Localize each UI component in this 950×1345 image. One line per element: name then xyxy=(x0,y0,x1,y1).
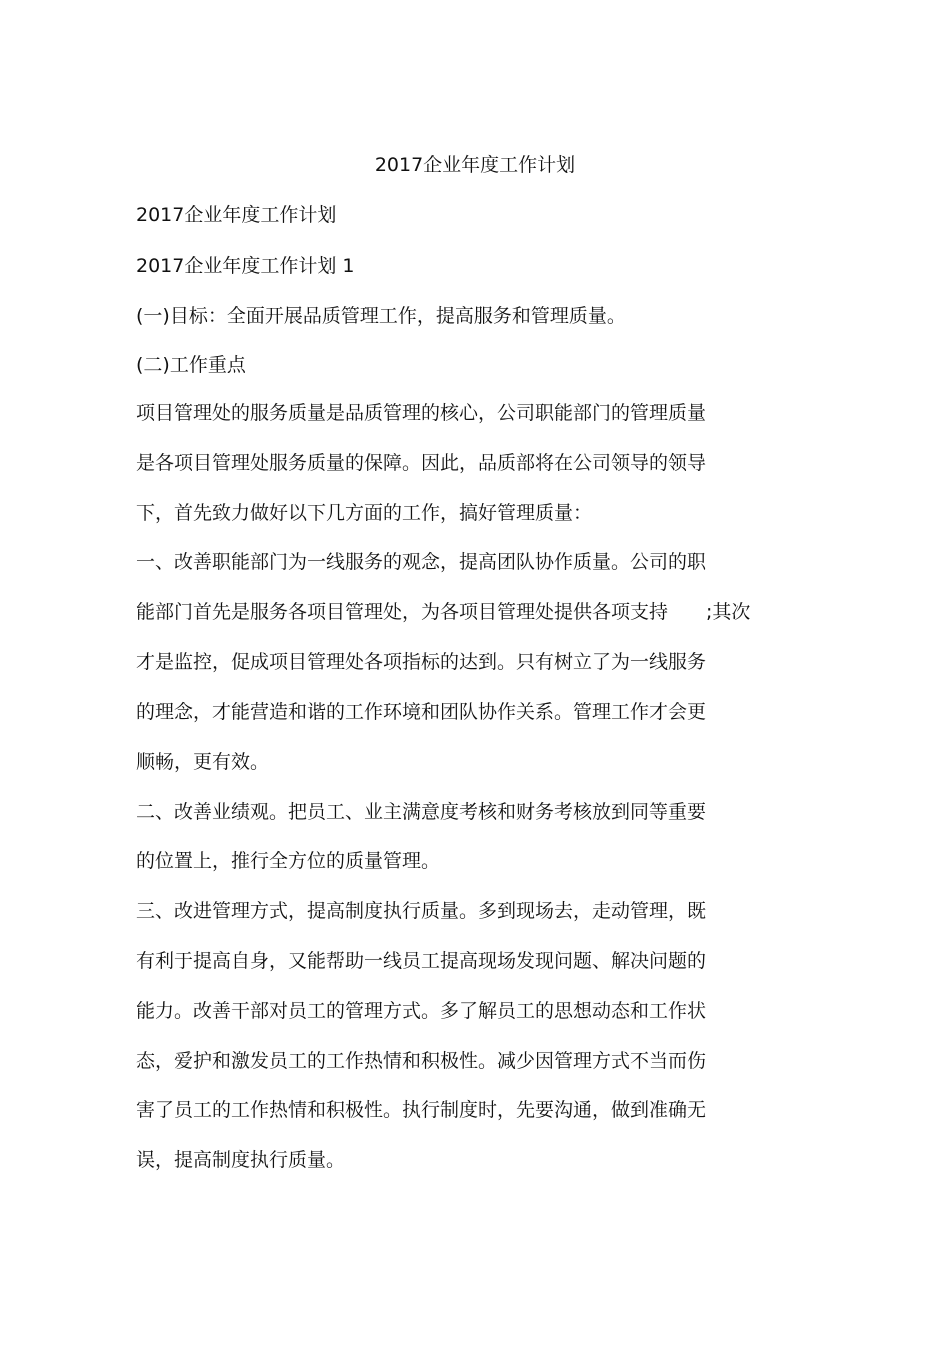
focus-heading: (二)工作重点 xyxy=(136,354,246,376)
item-2-line: 二、改善业绩观。把员工、业主满意度考核和财务考核放到同等重要 xyxy=(136,801,707,823)
subtitle-line: 2017企业年度工作计划 xyxy=(136,204,337,226)
item-3-line: 有利于提高自身，又能帮助一线员工提高现场发现问题、解决问题的 xyxy=(136,950,707,972)
item-3-line: 能力。改善干部对员工的管理方式。多了解员工的思想动态和工作状 xyxy=(136,1000,707,1022)
item-1-line: 一、改善职能部门为一线服务的观念，提高团队协作质量。公司的职 xyxy=(136,551,707,573)
item-1-line xyxy=(136,597,750,627)
paragraph-line: 下，首先致力做好以下几方面的工作，搞好管理质量： xyxy=(136,502,593,524)
document-title: 2017企业年度工作计划 xyxy=(374,154,576,176)
goal-line: (一)目标：全面开展品质管理工作，提高服务和管理质量。 xyxy=(136,305,626,327)
item-1-line: 才是监控，促成项目管理处各项指标的达到。只有树立了为一线服务 xyxy=(136,651,707,673)
item-3-line: 害了员工的工作热情和积极性。执行制度时，先要沟通，做到准确无 xyxy=(136,1099,707,1121)
paragraph-line: 是各项目管理处服务质量的保障。因此，品质部将在公司领导的领导 xyxy=(136,452,707,474)
item-3-line: 三、改进管理方式，提高制度执行质量。多到现场去，走动管理，既 xyxy=(136,900,707,922)
paragraph-line: 项目管理处的服务质量是品质管理的核心，公司职能部门的管理质量 xyxy=(136,402,707,424)
item-1-line-part: 能部门首先是服务各项目管理处，为各项目管理处提供各项支持 xyxy=(136,601,669,623)
item-2-line: 的位置上，推行全方位的质量管理。 xyxy=(136,850,441,872)
plan-heading-1: 2017企业年度工作计划 1 xyxy=(136,255,355,277)
item-3-line: 态，爱护和激发员工的工作热情和积极性。减少因管理方式不当而伤 xyxy=(136,1050,707,1072)
item-1-line: 的理念，才能营造和谐的工作环境和团队协作关系。管理工作才会更 xyxy=(136,701,707,723)
item-3-line: 误，提高制度执行质量。 xyxy=(136,1149,346,1171)
item-1-line-part: ;其次 xyxy=(706,601,751,623)
item-1-line: 顺畅，更有效。 xyxy=(136,751,270,773)
